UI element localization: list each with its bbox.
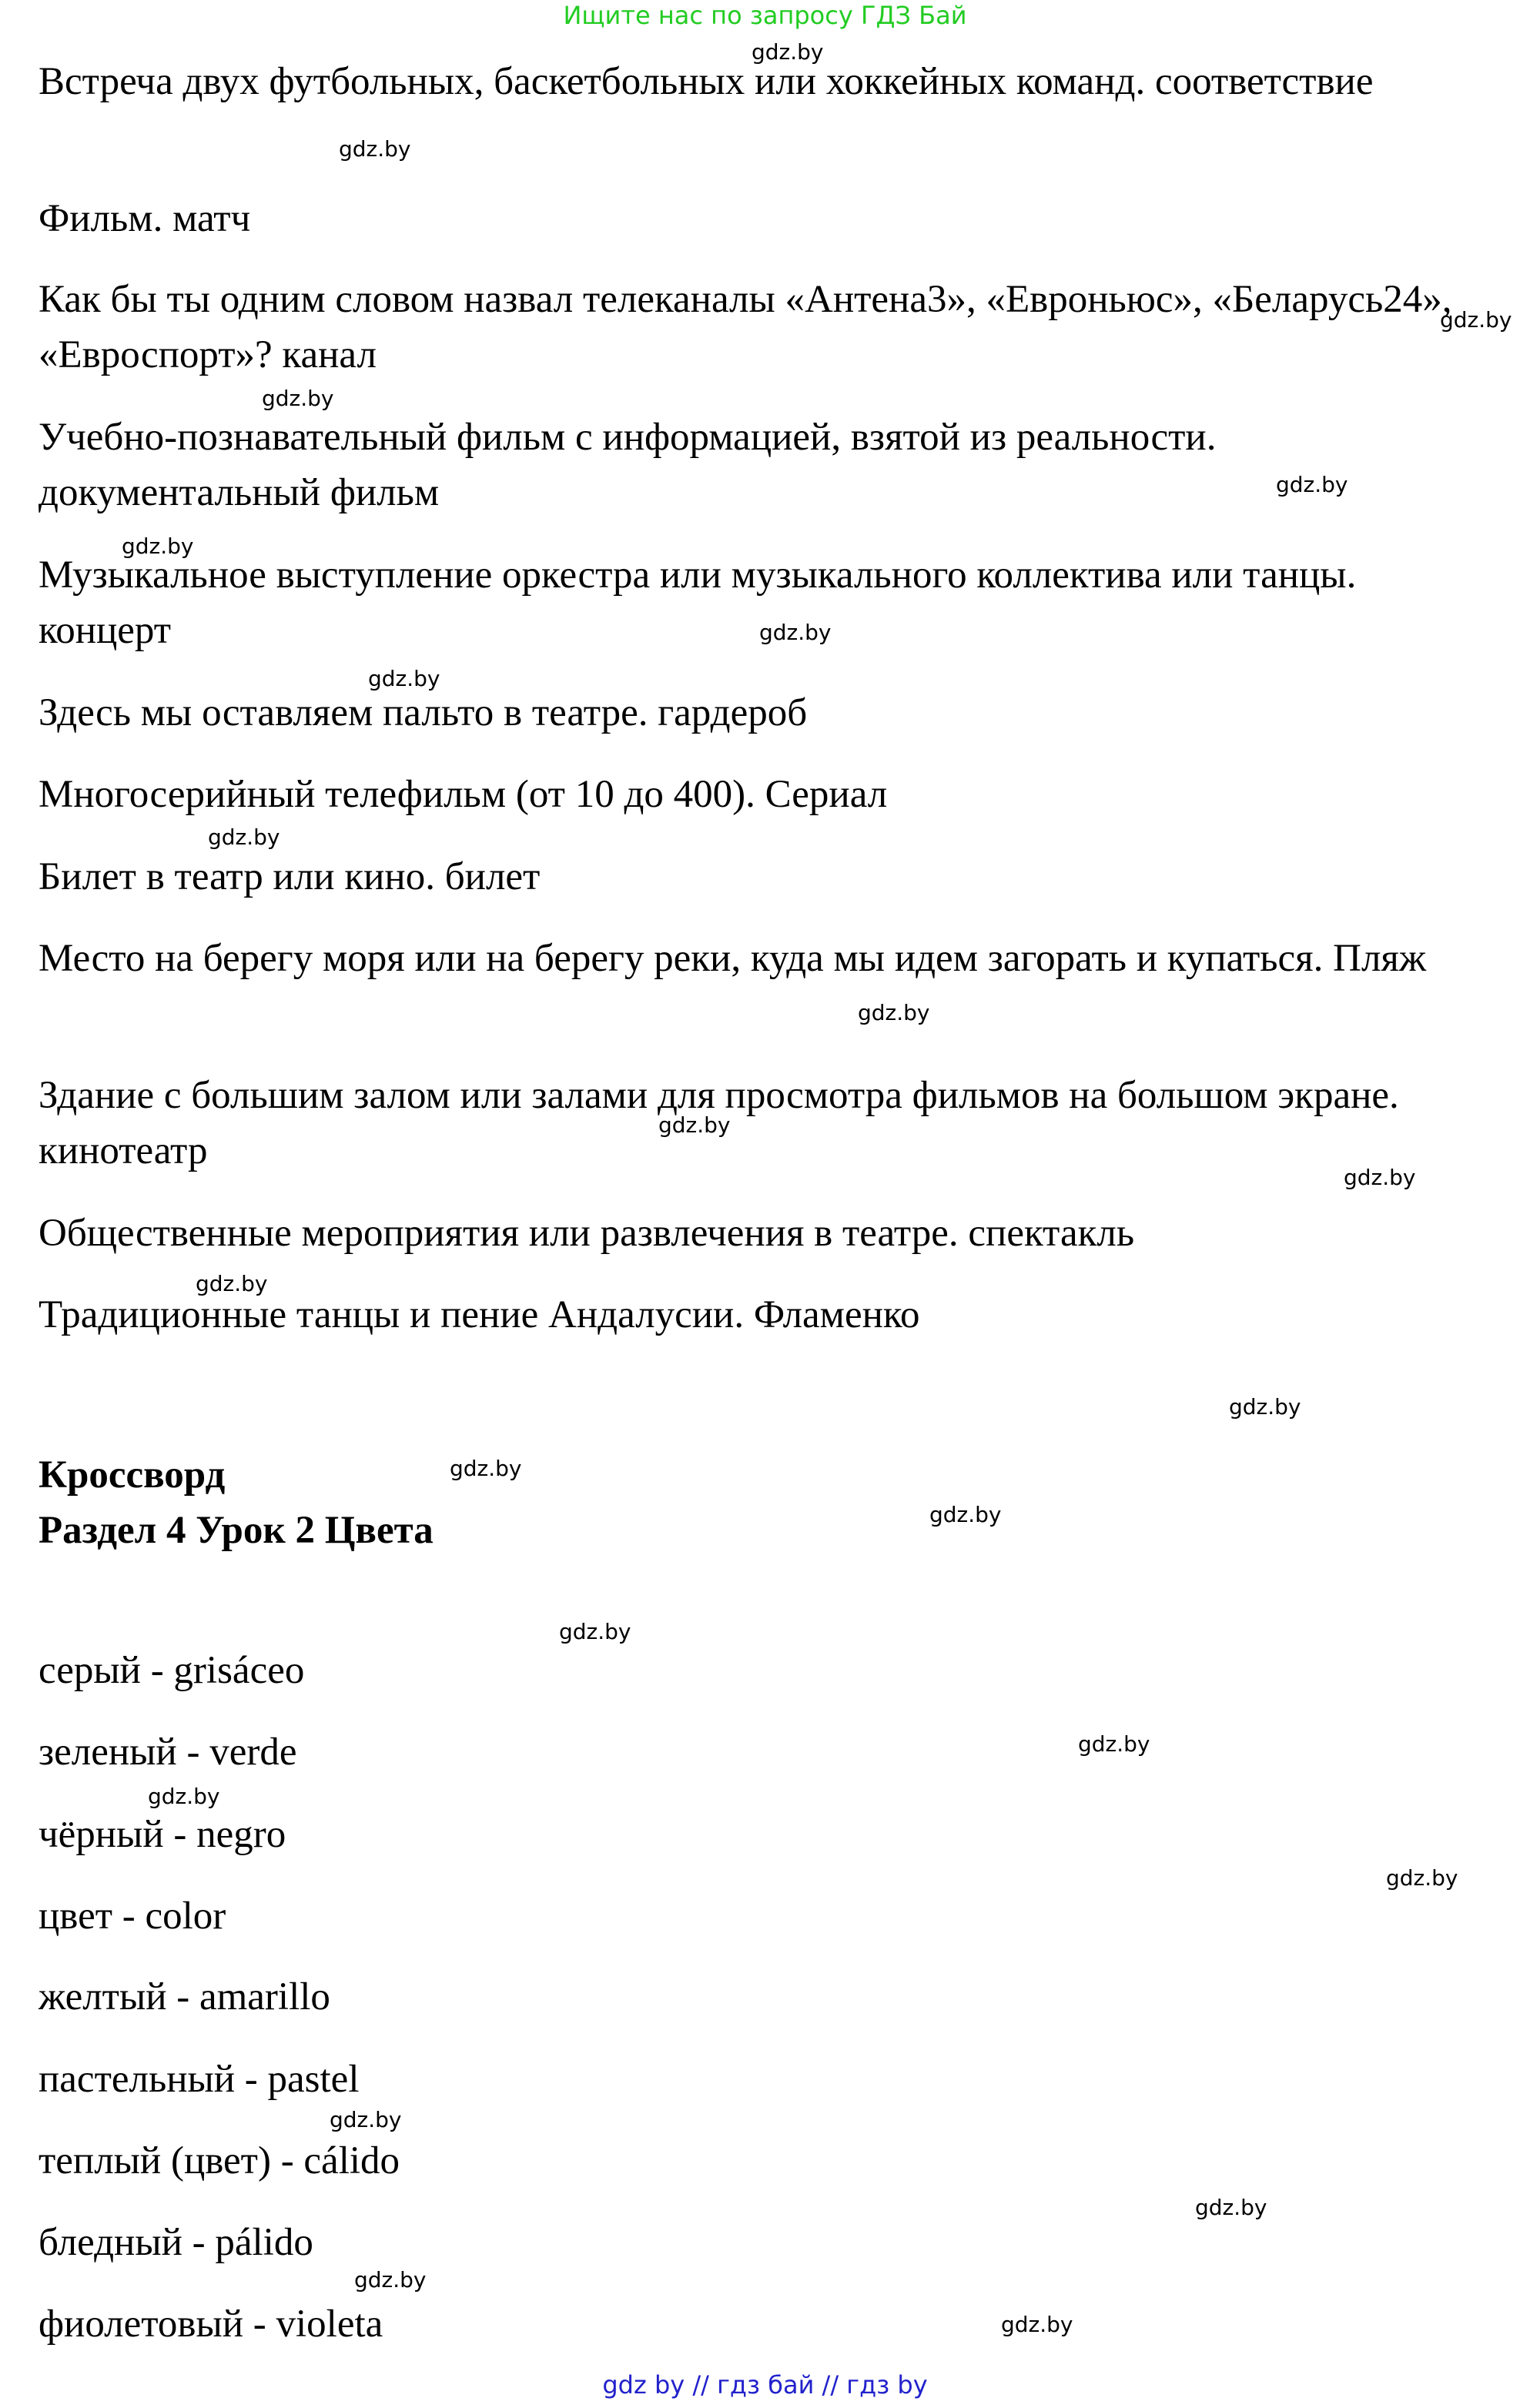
- vocabulary-item: желтый - amarillo: [39, 1975, 330, 2018]
- definition-item: Общественные мероприятия или развлечения в театре. спектакль: [39, 1212, 1135, 1255]
- watermark: gdz.by: [559, 1619, 631, 1644]
- watermark: gdz.by: [1440, 307, 1512, 333]
- definition-item: Традиционные танцы и пение Андалусии. Фламенко: [39, 1293, 920, 1336]
- watermark: gdz.by: [858, 1000, 930, 1025]
- watermark: gdz.by: [262, 386, 334, 411]
- watermark: gdz.by: [929, 1502, 1002, 1527]
- search-hint-link[interactable]: Ищите нас по запросу ГДЗ Бай: [563, 1, 967, 30]
- vocabulary-item: пастельный - pastel: [39, 2058, 360, 2101]
- section-subtitle: Раздел 4 Урок 2 Цвета: [39, 1509, 434, 1552]
- definition-item: Музыкальное выступление оркестра или музыкального коллектива или танцы. концерт: [39, 554, 1357, 652]
- vocabulary-item: бледный - pálido: [39, 2221, 313, 2264]
- watermark: gdz.by: [1276, 472, 1348, 497]
- watermark: gdz.by: [1229, 1394, 1301, 1420]
- watermark: gdz.by: [1001, 2312, 1073, 2337]
- vocabulary-item: фиолетовый - violeta: [39, 2303, 383, 2346]
- vocabulary-item: зеленый - verde: [39, 1731, 297, 1774]
- watermark: gdz.by: [208, 824, 280, 850]
- watermark: gdz.by: [658, 1112, 731, 1138]
- watermark: gdz.by: [1078, 1731, 1150, 1757]
- definition-item: Как бы ты одним словом назвал телеканалы «Антена3», «Евроньюс», «Беларусь24», «Евроспорт»? канал: [39, 278, 1452, 376]
- watermark: gdz.by: [450, 1456, 522, 1481]
- definition-item: Здесь мы оставляем пальто в театре. гардероб: [39, 691, 808, 734]
- watermark: gdz.by: [122, 533, 194, 559]
- vocabulary-item: серый - grisáceo: [39, 1649, 305, 1692]
- footer-links[interactable]: gdz by // гдз бай // гдз by: [602, 2370, 928, 2400]
- definition-item: Место на берегу моря или на берегу реки, куда мы идем загорать и купаться. Пляж: [39, 937, 1427, 980]
- watermark: gdz.by: [759, 620, 832, 645]
- watermark: gdz.by: [1344, 1165, 1416, 1190]
- watermark: gdz.by: [368, 666, 440, 691]
- definition-item: Учебно-познавательный фильм с информацией, взятой из реальности. документальный фильм: [39, 416, 1217, 514]
- vocabulary-item: чёрный - negro: [39, 1813, 286, 1856]
- watermark: gdz.by: [339, 136, 411, 162]
- watermark: gdz.by: [1386, 1865, 1458, 1891]
- definition-item: Билет в театр или кино. билет: [39, 855, 541, 898]
- definition-item: Многосерийный телефильм (от 10 до 400). Сериал: [39, 773, 888, 816]
- section-title: Кроссворд: [39, 1453, 226, 1497]
- watermark: gdz.by: [330, 2107, 402, 2132]
- vocabulary-item: цвет - color: [39, 1895, 226, 1938]
- watermark: gdz.by: [354, 2267, 427, 2293]
- definition-item: Встреча двух футбольных, баскетбольных или хоккейных команд. соответствие: [39, 60, 1374, 103]
- vocabulary-item: теплый (цвет) - cálido: [39, 2139, 400, 2182]
- watermark: gdz.by: [148, 1784, 220, 1809]
- definition-item: Фильм. матч: [39, 197, 251, 240]
- watermark: gdz.by: [752, 39, 824, 65]
- watermark: gdz.by: [196, 1271, 268, 1296]
- watermark: gdz.by: [1195, 2195, 1267, 2220]
- definition-item: Здание с большим залом или залами для просмотра фильмов на большом экране. кинотеатр: [39, 1074, 1399, 1172]
